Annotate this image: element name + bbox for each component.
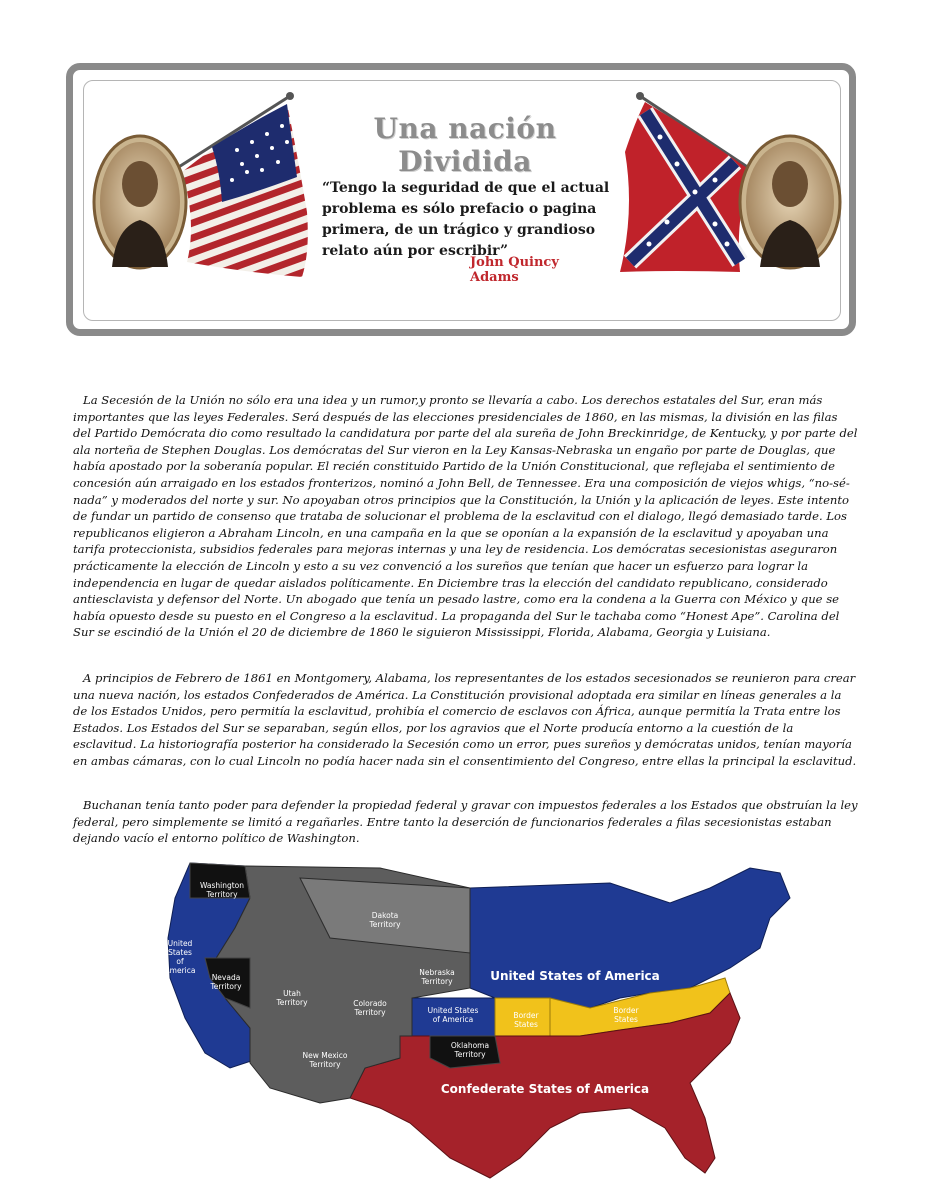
map-label-border-east-2: States <box>614 1015 638 1024</box>
map-label-dakota-1: Dakota <box>371 911 399 920</box>
map-label-usa-kansas-2: of America <box>432 1015 474 1024</box>
svg-text:BorderStates <box>613 1006 639 1024</box>
map-label-oklahoma-1: Oklahoma <box>450 1041 490 1050</box>
map-label-new-mexico-1: New Mexico <box>302 1051 348 1060</box>
svg-text:NebraskaTerritory <box>419 968 454 986</box>
map-label-usa-kansas-1: United States <box>427 1006 479 1015</box>
map-label-border-east-1: Border <box>613 1006 639 1015</box>
svg-text:DakotaTerritory <box>368 911 401 929</box>
civil-war-map <box>150 858 800 1188</box>
map-label-nebraska-2: Territory <box>421 977 453 986</box>
banner-quote: “Tengo la seguridad de que el actual problema es sólo prefacio o pagina primera, de un trágico y grandioso relato aún por escribir” <box>322 180 610 259</box>
map-label-usa-west-1: United <box>167 939 193 948</box>
map-label-nebraska-1: Nebraska <box>419 968 455 977</box>
map-label-colorado-2: Territory <box>354 1008 386 1017</box>
map-label-new-mexico-2: Territory <box>309 1060 341 1069</box>
svg-text:ColoradoTerritory <box>353 999 387 1017</box>
svg-text:OklahomaTerritory <box>451 1041 489 1059</box>
map-label-utah-2: Territory <box>276 998 308 1007</box>
map-label-colorado-1: Colorado <box>353 999 387 1008</box>
map-label-nevada-1: Nevada <box>211 973 241 982</box>
map-label-utah-1: Utah <box>283 989 301 998</box>
svg-text:NevadaTerritory <box>209 973 242 991</box>
map-label-usa-west-4: America <box>164 966 196 975</box>
map-label-oklahoma-2: Territory <box>454 1050 486 1059</box>
map-label-border-west-1: Border <box>513 1011 539 1020</box>
paragraph-1: La Secesión de la Unión no sólo era una idea y un rumor,y pronto se llevaría a cabo. Los derechos estatales del Sur, eran más importantes que las leyes Federales. Será después de las elecciones presidenciales de 1860, en las mismas, la división en las filas del Partido Demócrata dio como resultado la candidatura por parte del ala sureña de John Breckinridge, de Kentucky, y por parte del ala norteña de Stephen Douglas. Los demócratas del Sur vieron en la Ley Kansas-Nebraska un engaño por parte de Douglas, que había apostado por la soberanía popular. El recién constituido Partido de la Unión Constitucional, que reflejaba el sentimiento de concesión aún arraigado en los estados fronterizos, nominó a John Bell, de Tennessee. Era una composición de viejos whigs, “no-sé-nada” y moderados del norte y sur. No apoyaban otros principios que la Constitución, la Unión y la aplicación de leyes. Este intento de fundar un partido de consenso que trataba de solucionar el problema de la esclavitud con el dialogo, llegó demasiado tarde. Los republicanos eligieron a Abraham Lincoln, en una campaña en la que se oponían a la expansión de la esclavitud y apoyaban una tarifa proteccionista, subsidios federales para mejoras internas y una ley de residencia. Los demócratas secesionistas aseguraron prácticamente la elección de Lincoln y esto a su vez convenció a los sureños que tenían que hacer un esfuerzo para lograr la independencia en lugar de quedar aislados políticamente. En Diciembre tras la elección del candidato republicano, considerado antiesclavista y defensor del Norte. Un abogado que tenía un pesado lastre, como era la condena a la Guerra con México y que se había opuesto desde su puesto en el Congreso a la esclavitud. La propaganda del Sur le tachaba como “Honest Ape”. Carolina del Sur se escindió de la Unión el 20 de diciembre de 1860 le siguieron Mississippi, Florida, Alabama, Georgia y Luisiana. <box>73 393 858 640</box>
map-label-washington-2: Territory <box>206 890 238 899</box>
banner-title: Una nación Dividida <box>373 112 557 178</box>
map-label-usa-west-2: States <box>168 948 192 957</box>
map-label-csa-main: Confederate States of America <box>440 1082 650 1096</box>
map-label-washington-1: Washington <box>199 881 245 890</box>
svg-text:BorderStates <box>513 1011 539 1029</box>
lincoln-us-flag-illustration <box>92 92 317 282</box>
map-label-usa-west-3: of <box>176 957 184 966</box>
map-label-usa-main: United States of America <box>490 969 660 983</box>
map-label-nevada-2: Territory <box>210 982 242 991</box>
paragraph-3: Buchanan tenía tanto poder para defender la propiedad federal y gravar con impuestos federales a los Estados que obstruían la ley federal, pero simplemente se limitó a regañarles. Entre tanto la deserción de funcionarios federales a filas secesionistas estaban dejando vacío el entorno político de Washington. <box>73 798 858 846</box>
map-label-border-west-2: States <box>514 1020 538 1029</box>
paragraph-2: A principios de Febrero de 1861 en Montgomery, Alabama, los representantes de los estados secesionados se reunieron para crear una nueva nación, los estados Confederados de América. La Constitución provisional adoptada era similar en líneas generales a la de los Estados Unidos, pero permitía la esclavitud, prohibía el comercio de esclavos con África, aunque permitía la Trata entre los Estados. Los Estados del Sur se separaban, según ellos, por los agravios que el Norte producía entorno a la cuestión de la esclavitud. La historiografía posterior ha considerado la Secesión como un error, pues sureños y demócratas unidos, tenían mayoría en ambas cámaras, con lo cual Lincoln no podía hacer nada sin el consentimiento del Congreso, entre ellas la principal la esclavitud. <box>73 671 857 768</box>
map-label-dakota-2: Territory <box>369 920 401 929</box>
banner-author: John Quincy Adams <box>470 255 559 285</box>
map-region-union-north <box>470 868 790 1008</box>
svg-text:United Statesof America <box>428 1006 479 1024</box>
davis-confederate-flag-illustration <box>615 92 845 282</box>
